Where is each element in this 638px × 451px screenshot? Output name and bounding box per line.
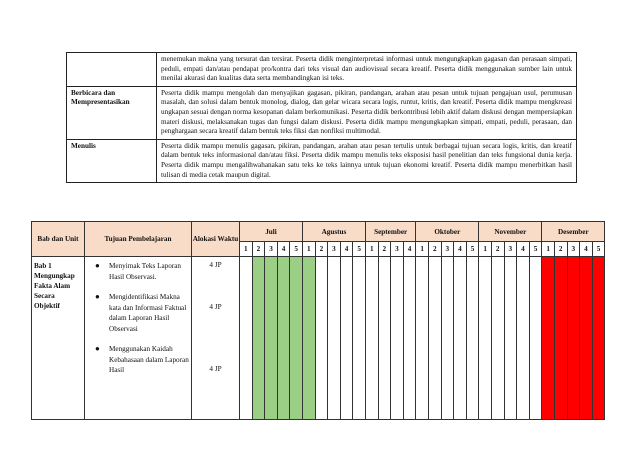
schedule-cell <box>454 257 467 420</box>
schedule-cell <box>365 257 378 420</box>
month-header: September <box>365 222 415 242</box>
schedule-cell <box>466 257 479 420</box>
bullet-icon: ● <box>95 292 100 301</box>
week-number: 3 <box>328 242 341 257</box>
week-number: 4 <box>277 242 290 257</box>
schedule-cell <box>315 257 328 420</box>
competency-description: Peserta didik mampu menulis gagasan, pikiran, pandangan, arahan atau pesan tertulis untuk berbagai tujuan secara logis, kritis, dan kreatif dalam bentuk teks informasional dan/atau fiksi. Peserta didik mampu menulis teks eksposisi hasil penelitian dan teks fungsional dunia kerja. Peserta didik mampu mengalihwahanakan satu teks ke teks lainnya untuk tujuan ekonomi kreatif. Peserta didik mampu menerbitkan hasil tulisan di media cetak maupun digital. <box>157 139 577 182</box>
week-number: 2 <box>378 242 391 257</box>
week-number: 2 <box>252 242 265 257</box>
schedule-cell <box>529 257 542 420</box>
schedule-cell <box>592 257 605 420</box>
bullet-icon: ● <box>95 344 100 353</box>
allocation-cell <box>192 257 240 420</box>
competency-row <box>67 139 577 182</box>
schedule-cell <box>378 257 391 420</box>
competency-table <box>66 52 577 183</box>
month-header: November <box>479 222 542 242</box>
competency-description: Peserta didik mampu mengolah dan menyajikan gagasan, pikiran, pandangan, arahan atau pesan untuk tujuan pengajuan usul, perumusan masalah, dan solusi dalam bentuk monolog, dialog, dan gelar wicara secara logis, runtut, kritis, dan kreatif. Peserta didik mampu mengkreasi ungkapan sesuai dengan norma kesopanan dalam berkomunikasi. Peserta didik berkontribusi lebih aktif dalam diskusi dengan mempersiapkan materi diskusi, melaksanakan tugas dan fungsi dalam diskusi. Peserta didik mampu mengungkapkan simpati, empati, peduli, perasaan, dan penghargaan secara kreatif dalam bentuk teks fiksi dan nonfiksi multimodal. <box>157 86 577 139</box>
week-number: 4 <box>403 242 416 257</box>
schedule-cell <box>479 257 492 420</box>
bullet-icon: ● <box>95 261 100 270</box>
objectives-cell <box>85 257 192 420</box>
allocation-value: 4 JP <box>209 303 222 311</box>
week-number: 1 <box>416 242 429 257</box>
competency-label <box>67 53 157 87</box>
schedule-cell <box>517 257 530 420</box>
schedule-cell <box>504 257 517 420</box>
week-number: 1 <box>542 242 555 257</box>
month-header-row <box>32 222 605 242</box>
competency-row <box>67 86 577 139</box>
competency-label: Berbicara dan Mempresentasikan <box>67 86 157 139</box>
week-number: 3 <box>504 242 517 257</box>
schedule-cell <box>240 257 253 420</box>
week-number: 2 <box>315 242 328 257</box>
schedule-cell <box>580 257 593 420</box>
week-number: 1 <box>240 242 253 257</box>
week-number: 3 <box>567 242 580 257</box>
competency-description: menemukan makna yang tersurat dan tersirat. Peserta didik menginterpretasi informasi untuk mengungkapkan gagasan dan perasaan simpati, peduli, empati dan/atau pendapat pro/kontra dari teks visual dan audiovisual secara kreatif. Peserta didik menggunakan sumber lain untuk menilai akurasi dan kualitas data serta membandingkan isi teks. <box>157 53 577 87</box>
objective-item <box>95 261 189 282</box>
week-number: 1 <box>479 242 492 257</box>
week-number: 2 <box>428 242 441 257</box>
week-number: 2 <box>491 242 504 257</box>
schedule-cell <box>441 257 454 420</box>
month-header: Desember <box>542 222 605 242</box>
allocation-value: 4 JP <box>209 365 222 373</box>
competency-label: Menulis <box>67 139 157 182</box>
week-number: 5 <box>466 242 479 257</box>
unit-row <box>32 257 605 420</box>
week-number: 5 <box>529 242 542 257</box>
schedule-cell <box>277 257 290 420</box>
schedule-cell <box>340 257 353 420</box>
schedule-cell <box>416 257 429 420</box>
week-number: 3 <box>265 242 278 257</box>
schedule-cell <box>353 257 366 420</box>
week-number: 5 <box>592 242 605 257</box>
schedule-cell <box>290 257 303 420</box>
schedule-cell <box>391 257 404 420</box>
allocation-value: 4 JP <box>209 261 222 269</box>
week-number: 3 <box>441 242 454 257</box>
week-number: 5 <box>290 242 303 257</box>
month-header: Oktober <box>416 222 479 242</box>
week-number: 3 <box>391 242 404 257</box>
week-number: 1 <box>302 242 315 257</box>
schedule-cell <box>491 257 504 420</box>
schedule-cell <box>542 257 555 420</box>
objective-text: Mengidentifikasi Makna kata dan Informasi Faktual dalam Laporan Hasil Observasi <box>109 293 187 333</box>
month-header: Juli <box>240 222 303 242</box>
schedule-cell <box>428 257 441 420</box>
schedule-cell <box>265 257 278 420</box>
week-number: 4 <box>340 242 353 257</box>
objective-text: Menggunakan Kaidah Kebahasaan dalam Laporan Hasil <box>109 345 189 374</box>
schedule-cell <box>567 257 580 420</box>
unit-title: Bab 1 Mengungkap Fakta Alam Secara Objektif <box>32 257 85 420</box>
week-number: 2 <box>554 242 567 257</box>
week-number: 4 <box>517 242 530 257</box>
allocation-header: Alokasi Waktu <box>192 222 240 257</box>
schedule-cell <box>252 257 265 420</box>
month-header: Agustus <box>302 222 365 242</box>
schedule-cell <box>403 257 416 420</box>
schedule-cell <box>302 257 315 420</box>
schedule-table <box>31 221 605 420</box>
unit-header: Bab dan Unit <box>32 222 85 257</box>
week-number: 1 <box>365 242 378 257</box>
week-number: 4 <box>580 242 593 257</box>
schedule-cell <box>554 257 567 420</box>
week-number: 4 <box>454 242 467 257</box>
competency-row <box>67 53 577 87</box>
week-number: 5 <box>353 242 366 257</box>
schedule-cell <box>328 257 341 420</box>
objective-header: Tujuan Pembelajaran <box>85 222 192 257</box>
objective-text: Menyimak Teks Laporan Hasil Observasi. <box>109 262 182 281</box>
objective-item <box>95 344 189 376</box>
objective-item <box>95 292 189 334</box>
